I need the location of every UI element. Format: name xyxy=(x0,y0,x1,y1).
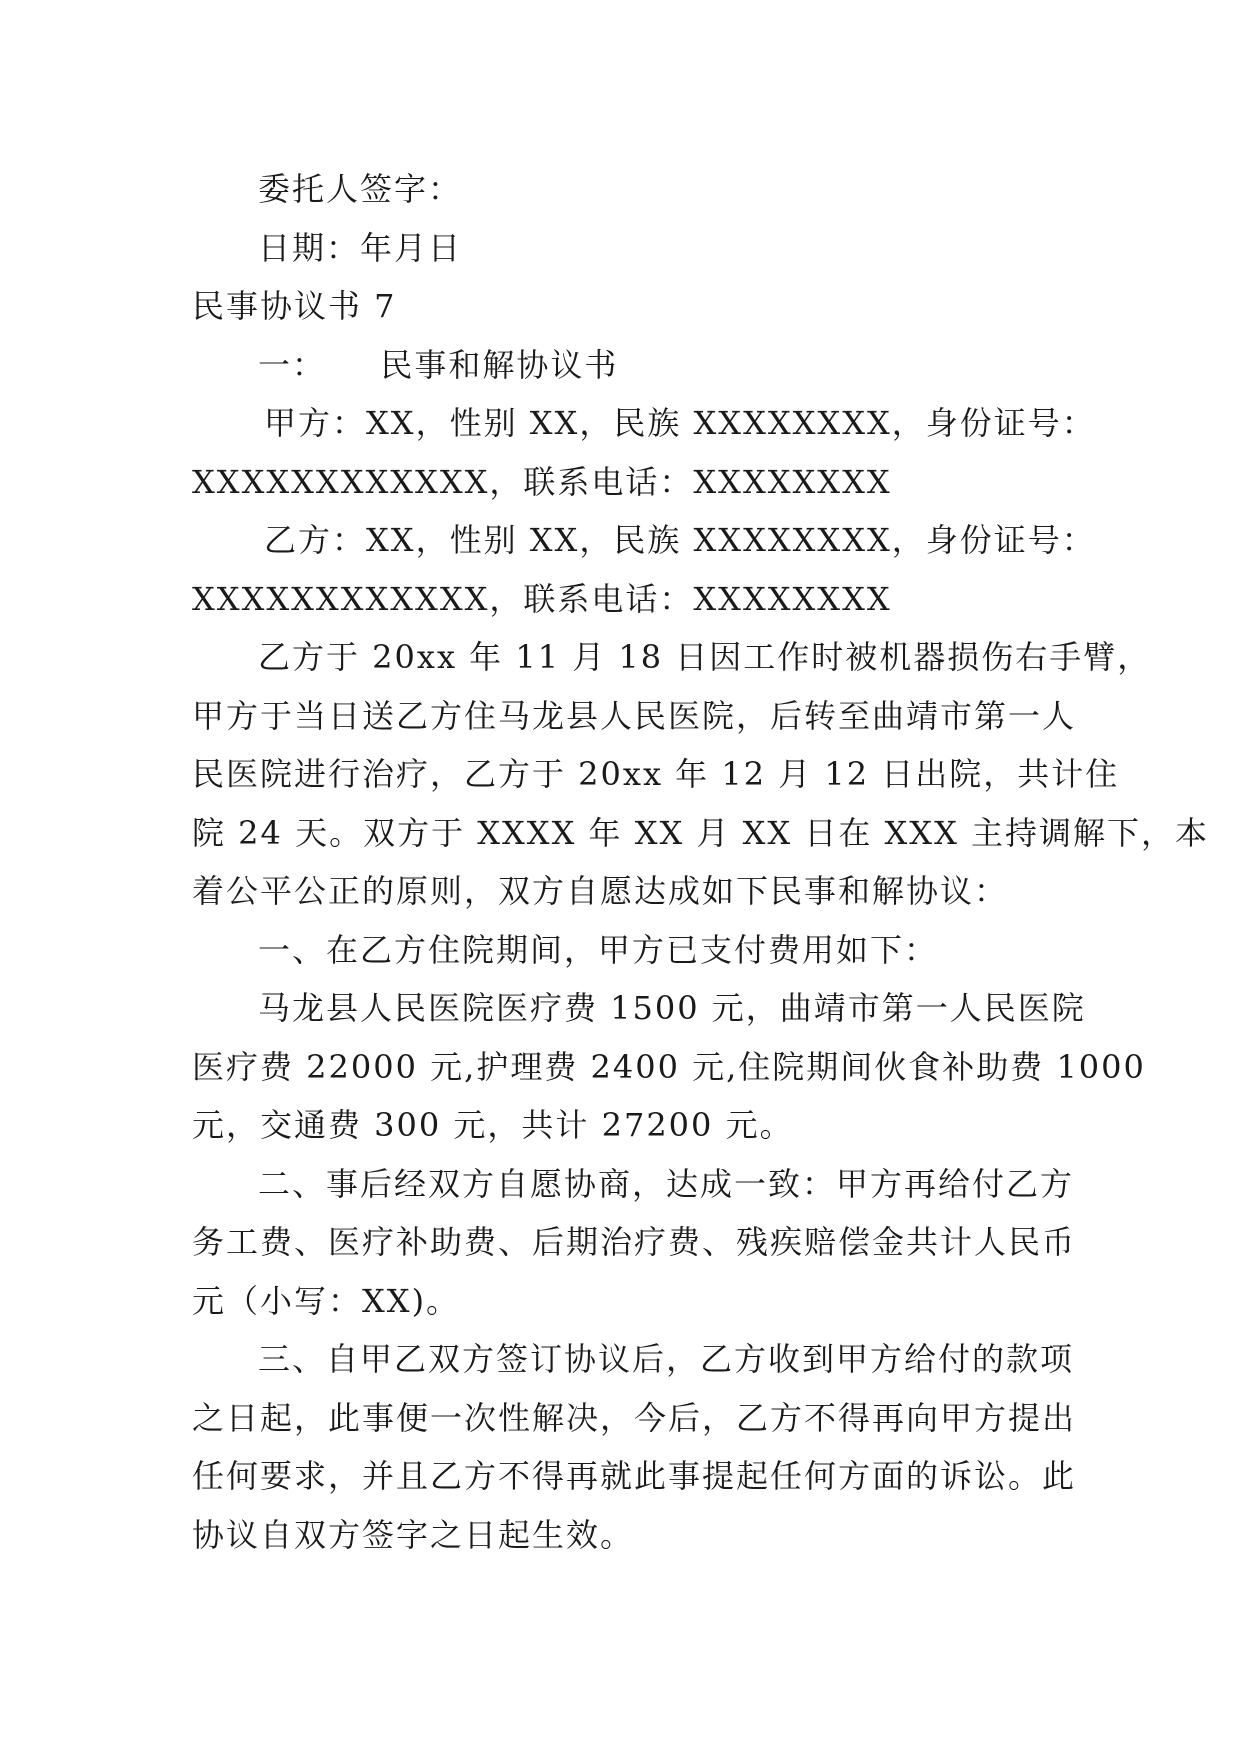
clause-1-line: 医疗费 22000 元,护理费 2400 元,住院期间伙食补助费 1000 xyxy=(192,1047,1146,1086)
party-a-id-label: 身份证号： xyxy=(925,404,1096,442)
subtitle-prefix: 一： xyxy=(258,345,327,384)
background-line: 甲方于当日送乙方住马龙县人民医院，后转至曲靖市第一人 xyxy=(192,696,1077,735)
party-a-id-and-phone: XXXXXXXXXXXX，联系电话：XXXXXXXX xyxy=(192,462,892,501)
clause-1-line: 马龙县人民医院医疗费 1500 元，曲靖市第一人民医院 xyxy=(258,989,1086,1027)
date-label: 日期：年月日 xyxy=(258,228,463,267)
clause-2-line: 元（小写：XX)。 xyxy=(192,1281,461,1320)
party-b-line xyxy=(192,511,1096,570)
clause-3-line: 协议自双方签字之日起生效。 xyxy=(192,1515,635,1554)
client-signature-label: 委托人签字： xyxy=(258,170,463,208)
party-a-ethnicity: 民族 XXXXXXXX， xyxy=(613,404,926,442)
clause-2-line: 务工费、医疗补助费、后期治疗费、残疾赔偿金共计人民币 xyxy=(192,1223,1077,1261)
clause-1-line: 元，交通费 300 元，共计 27200 元。 xyxy=(192,1106,794,1144)
document-body xyxy=(192,160,1210,1564)
document-title: 民事协议书 7 xyxy=(192,287,397,325)
document-subtitle-line xyxy=(192,336,1062,395)
clause-1-heading: 一、在乙方住院期间，甲方已支付费用如下： xyxy=(258,930,939,969)
party-b-label: 乙方：XX， xyxy=(264,521,450,559)
document-subtitle: 民事和解协议书 xyxy=(380,345,619,384)
party-a-label: 甲方：XX， xyxy=(264,404,450,442)
background-line: 乙方于 20xx 年 11 月 18 日因工作时被机器损伤右手臂， xyxy=(258,638,1152,676)
party-a-gender: 性别 XX， xyxy=(449,404,614,442)
party-b-ethnicity: 民族 XXXXXXXX， xyxy=(613,521,926,559)
clause-2-line: 二、事后经双方自愿协商，达成一致：甲方再给付乙方 xyxy=(258,1164,1075,1203)
party-b-id-label: 身份证号： xyxy=(925,521,1096,559)
party-b-gender: 性别 XX， xyxy=(449,521,614,559)
party-a-line xyxy=(192,394,1096,453)
clause-3-line: 任何要求，并且乙方不得再就此事提起任何方面的诉讼。此 xyxy=(192,1457,1077,1495)
background-line: 院 24 天。双方于 XXXX 年 XX 月 XX 日在 XXX 主持调解下，本 xyxy=(192,813,1210,852)
party-b-id-and-phone: XXXXXXXXXXXX，联系电话：XXXXXXXX xyxy=(192,579,892,618)
clause-3-line: 三、自甲乙双方签订协议后，乙方收到甲方给付的款项 xyxy=(258,1340,1075,1378)
background-line: 民医院进行治疗，乙方于 20xx 年 12 月 12 日出院，共计住 xyxy=(192,755,1120,793)
clause-3-line: 之日起，此事便一次性解决，今后，乙方不得再向甲方提出 xyxy=(192,1398,1077,1437)
background-line: 着公平公正的原则，双方自愿达成如下民事和解协议： xyxy=(192,872,1009,910)
